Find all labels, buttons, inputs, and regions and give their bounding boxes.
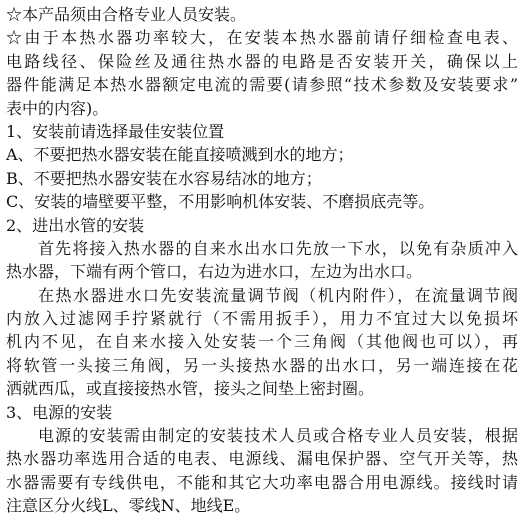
paragraph-line: 热水器，下端有两个管口，右边为进水口，左边为出水口。 [6,262,423,282]
text-line-2: ☆由于本热水器功率较大，在安装本热水器前请仔细检查电表、 [6,28,518,48]
text-line-1: ☆本产品须由合格专业人员安装。 [6,5,247,24]
paragraph-line: 首先将接入热水器的自来水出水口先放一下水，以免有杂质冲入 [38,238,518,258]
list-item-a: A、不要把热水器安装在能直接喷溅到水的地方； [6,145,354,165]
paragraph-line: 注意区分火线L、零线N、地线E。 [6,496,251,516]
section-heading-2: 2、进出水管的安装 [6,215,145,235]
text-line-3: 电路线径、保险丝及通往热水器的电路是否安装开关，确保以上 [6,51,518,71]
text-line-5: 表中的内容)。 [6,98,109,118]
paragraph-line: 内放入过滤网手拧紧就行（不需用扳手），用力不宜过大以免损坏 [6,309,518,329]
paragraph-line: 水器需要有专线供电，不能和其它大功率电器合用电源线。接线时请 [6,472,518,492]
paragraph-line: 机内不见，在自来水接入处安装一个三角阀（其他阀也可以），再 [6,332,518,352]
text-line-4: 器件能满足本热水器额定电流的需要(请参照“技术参数及安装要求” [6,75,518,95]
paragraph-line: 洒就西瓜，或直接接热水管，接头之间垫上密封圈。 [6,379,375,399]
paragraph-line: 将软管一头接三角阀，另一头接热水器的出水口，另一端连接在花 [6,355,518,375]
document-page [6,3,518,518]
paragraph-line: 电源的安装需由制定的安装技术人员或合格专业人员安装，根据 [38,426,518,446]
list-item-c: C、安装的墙壁要平整，不用影响机体安装、不磨损底壳等。 [6,192,435,212]
section-heading-3: 3、电源的安装 [6,402,113,422]
list-item-b: B、不要把热水器安装在水容易结冰的地方； [6,168,322,188]
paragraph-line: 热水器功率选用合适的电表、电源线、漏电保护器、空气开关等，热 [6,449,518,469]
paragraph-line: 在热水器进水口先安装流量调节阀（机内附件），在流量调节阀 [38,285,518,305]
section-heading-1: 1、安装前请选择最佳安装位置 [6,121,225,141]
